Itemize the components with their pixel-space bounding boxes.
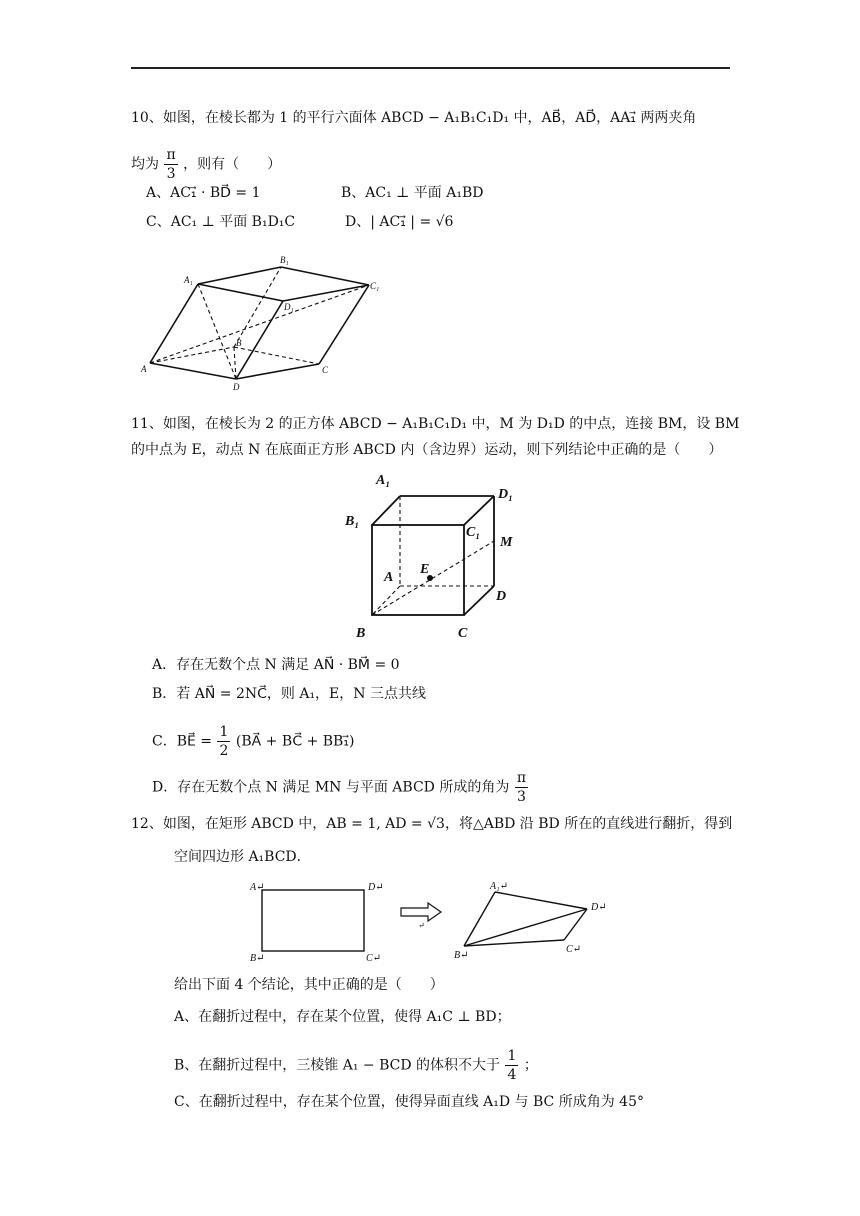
q10-label-B: B	[236, 338, 242, 348]
q12-optb-fraction	[505, 1047, 518, 1084]
q10-frac-num: π	[166, 147, 176, 163]
q12-fold-label-C: C↵	[566, 944, 582, 955]
q10-option-c: C、AC₁ ⊥ 平面 B₁D₁C	[146, 214, 296, 230]
q10-stem-prefix: 均为	[131, 156, 159, 173]
q12-optb-suffix: ；	[523, 1057, 538, 1074]
q10-option-a: A、AC₁⃗ · BD⃗ = 1	[146, 185, 261, 201]
q10-label-C1: C₁	[370, 281, 380, 291]
q10-label-C: C	[322, 365, 329, 375]
q11-stem-line2: 的中点为 E，动点 N 在底面正方形 ABCD 内（含边界）运动，则下列结论中正确的是（ ）	[131, 442, 723, 458]
q11-option-c	[152, 723, 354, 760]
q12-optb-den: 4	[507, 1067, 517, 1083]
q10-label-D1: D₁	[284, 302, 294, 312]
q11-option-d	[152, 769, 529, 806]
q11-option-a: A．存在无数个点 N 满足 AN⃗ · BM⃗ = 0	[152, 657, 400, 673]
q12-rectangle-figure	[248, 878, 388, 963]
q11-label-M: M	[500, 535, 513, 550]
q12-arrow-mark: ↵	[418, 921, 425, 930]
q11-label-B: B	[356, 626, 366, 641]
q11-stem-line1: 11、如图，在棱长为 2 的正方体 ABCD − A₁B₁C₁D₁ 中，M 为 D₁D 的中点，连接 BM，设 BM	[131, 416, 740, 432]
q11-optd-prefix: D．存在无数个点 N 满足 MN 与平面 ABCD 所成的角为	[152, 779, 510, 796]
q11-cube-figure	[340, 468, 540, 648]
q10-label-A: A	[141, 364, 147, 374]
q12-stem-line1: 12、如图，在矩形 ABCD 中，AB = 1, AD = √3，将△ABD 沿 BD 所在的直线进行翻折，得到	[131, 816, 733, 832]
q11-label-C1: C₁	[466, 525, 481, 540]
q12-optb-prefix: B、在翻折过程中，三棱锥 A₁ − BCD 的体积不大于	[174, 1057, 501, 1074]
q12-optb-num: 1	[507, 1048, 517, 1064]
q12-intro: 给出下面 4 个结论，其中正确的是（ ）	[174, 977, 444, 993]
q11-optc-prefix: C．BE⃗ =	[152, 733, 213, 750]
q12-rect-label-A: A↵	[250, 882, 265, 893]
q12-option-c: C、在翻折过程中，存在某个位置，使得异面直线 A₁D 与 BC 所成角为 45°	[174, 1094, 644, 1110]
q12-fold-label-B: B↵	[454, 950, 469, 961]
q10-option-b: B、AC₁ ⊥ 平面 A₁BD	[341, 185, 484, 201]
q12-fold-label-A1: A₁↵	[490, 881, 508, 892]
q11-optd-den: 3	[516, 789, 526, 805]
q10-label-B1: B₁	[280, 255, 289, 265]
q10-label-D: D	[233, 382, 240, 390]
q12-folded-figure	[450, 878, 620, 963]
header-rule	[131, 67, 730, 69]
q11-optc-suffix: (BA⃗ + BC⃗ + BB₁⃗)	[235, 733, 355, 750]
q10-fraction	[164, 146, 177, 183]
q10-frac-den: 3	[166, 166, 176, 182]
q10-stem-line2	[131, 146, 281, 183]
q11-label-D1: D₁	[498, 487, 513, 502]
q11-option-b: B．若 AN⃗ = 2NC⃗，则 A₁，E，N 三点共线	[152, 686, 426, 702]
q12-rect-label-D: D↵	[368, 882, 384, 893]
q12-stem-line2: 空间四边形 A₁BCD．	[174, 849, 311, 865]
q12-rect-label-B: B↵	[250, 953, 265, 963]
q11-label-A: A	[384, 570, 394, 585]
q11-label-D: D	[496, 589, 507, 604]
q11-optc-fraction	[217, 723, 230, 760]
q11-optc-den: 2	[219, 743, 229, 759]
q12-fold-arrow	[398, 900, 446, 930]
q12-option-a: A、在翻折过程中，存在某个位置，使得 A₁C ⊥ BD；	[174, 1009, 511, 1025]
q11-optd-num: π	[516, 770, 527, 786]
q10-stem-line1: 10、如图，在棱长都为 1 的平行六面体 ABCD − A₁B₁C₁D₁ 中，AB⃗，AD⃗，AA₁⃗ 两两夹角	[131, 110, 697, 126]
q11-optc-num: 1	[219, 724, 229, 740]
q10-parallelepiped-figure	[138, 250, 388, 390]
q12-fold-label-D: D↵	[591, 902, 607, 913]
q12-rect-label-C: C↵	[366, 953, 382, 963]
q10-option-d: D、| AC₁⃗ | = √6	[345, 214, 454, 230]
q11-label-C: C	[458, 626, 468, 641]
q11-label-B1: B₁	[345, 514, 360, 529]
q12-option-b	[174, 1047, 538, 1084]
q10-stem-suffix: ，则有（ ）	[183, 156, 282, 173]
q10-label-A1: A₁	[184, 275, 193, 285]
q11-optd-fraction	[515, 769, 528, 806]
q11-label-E: E	[420, 562, 430, 577]
q11-label-A1: A₁	[376, 473, 391, 488]
